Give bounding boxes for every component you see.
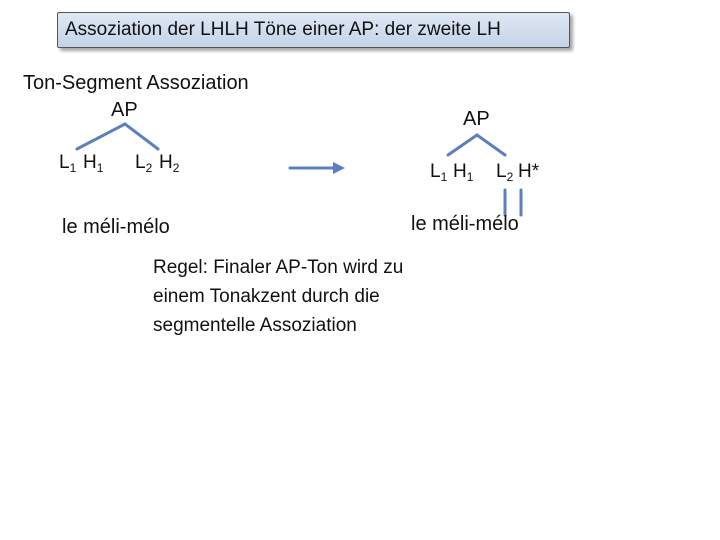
right-ap-label: AP — [463, 108, 490, 130]
rule-text: Regel: Finaler AP-Ton wird zu einem Tonakzent durch die segmentelle Assoziation — [153, 257, 404, 336]
left-branch-1 — [77, 124, 125, 149]
left-tone-h1: $H_1$ — [83, 152, 104, 175]
left-tone-h2: $H_2$ — [159, 152, 180, 175]
right-branch-2 — [477, 135, 505, 155]
right-tone-h1: $H_1$ — [453, 161, 474, 184]
left-phrase: le méli-mélo — [62, 216, 170, 238]
left-ap-label: AP — [111, 99, 138, 121]
transform-arrow-head — [333, 162, 345, 174]
right-branch-1 — [448, 135, 477, 155]
right-tone-l2: $L_2$ — [496, 161, 514, 184]
left-tone-l2: $L_2$ — [135, 152, 153, 175]
right-phrase: le méli-mélo — [411, 213, 519, 235]
slide-title: Assoziation der LHLH Töne einer AP: der zweite LH — [57, 12, 570, 48]
right-tone-l1: $L_1$ — [430, 161, 448, 184]
right-tone-hstar: H* — [518, 161, 540, 182]
left-branch-2 — [125, 124, 158, 149]
left-tone-l1: $L_1$ — [59, 152, 77, 175]
left-heading: Ton-Segment Assoziation — [23, 72, 249, 94]
